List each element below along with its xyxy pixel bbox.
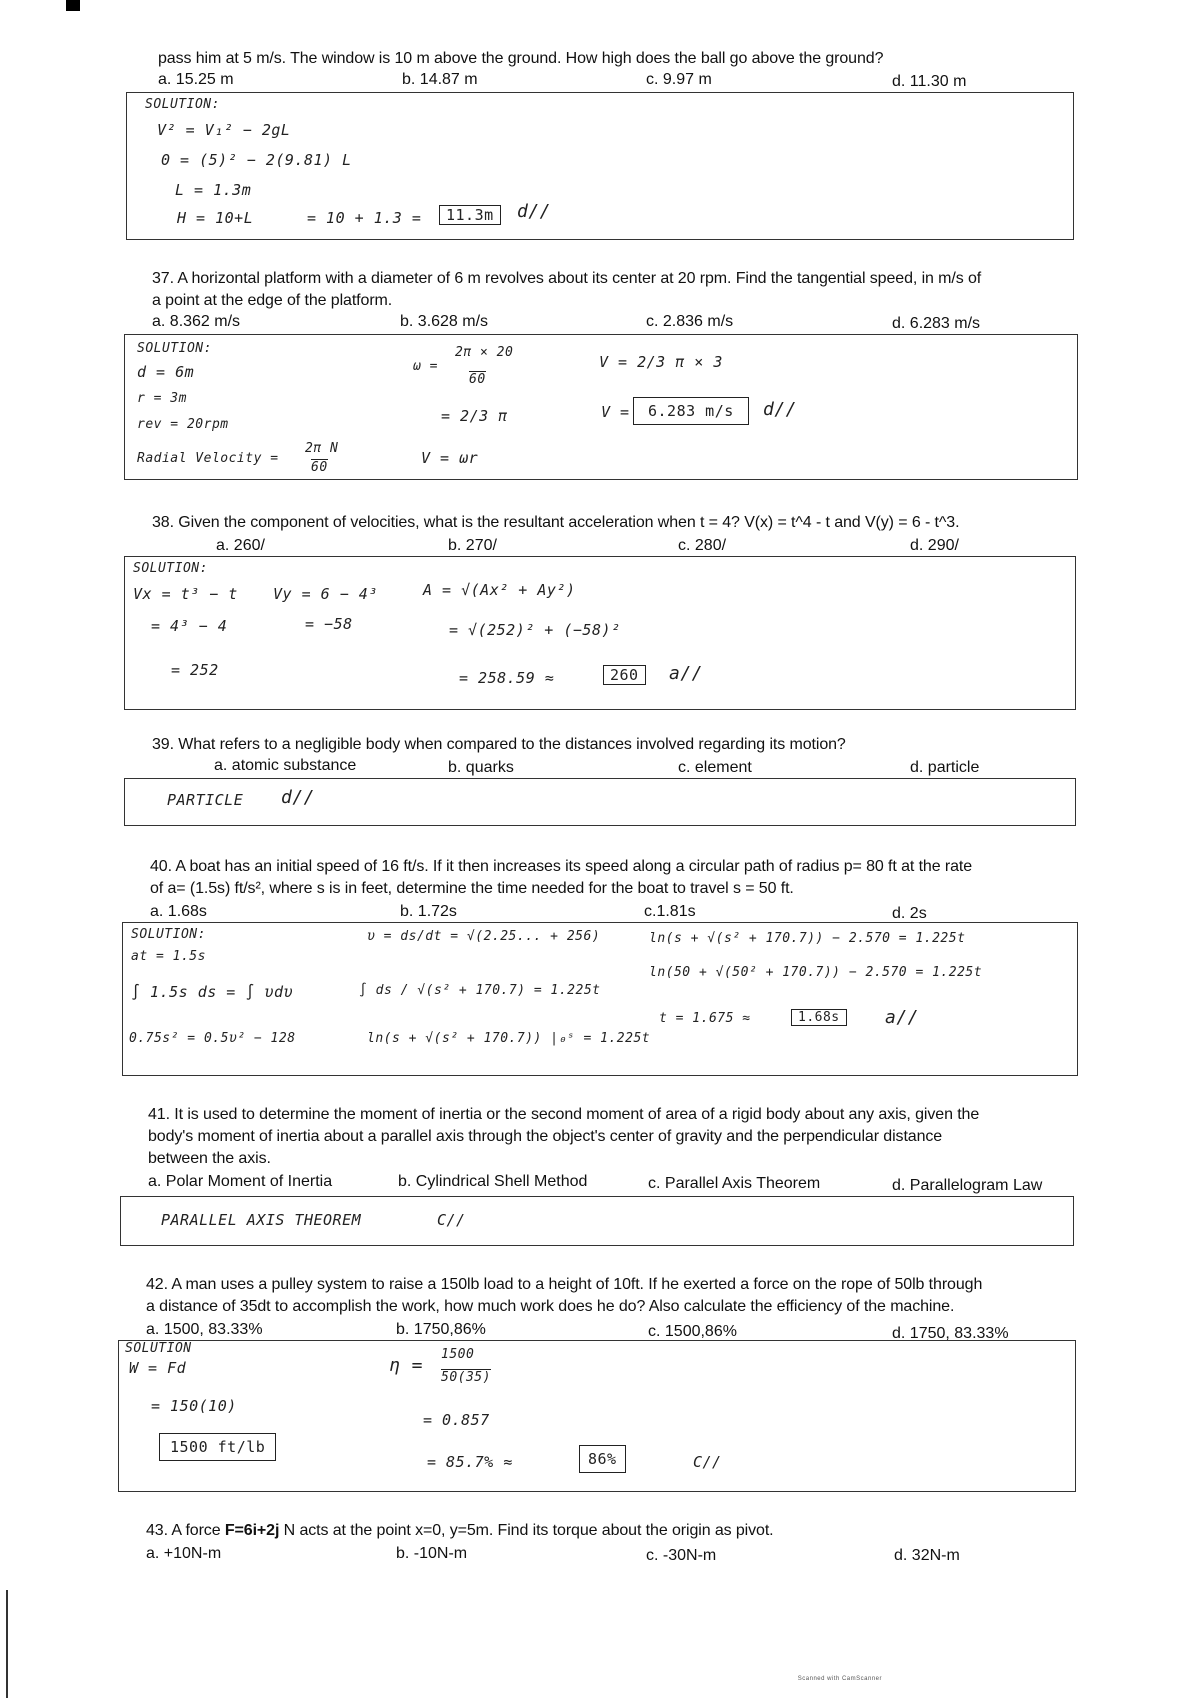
q37-sol-d: d = 6m	[137, 363, 195, 381]
q40-sol-at: at = 1.5s	[131, 949, 206, 964]
scan-corner-mark	[66, 0, 80, 11]
q37-sol-v1: V = 2/3 π × 3	[599, 353, 723, 371]
q38-sol-ay2: = −58	[305, 615, 353, 633]
q42-choice-c: c. 1500,86%	[648, 1323, 737, 1340]
q37-sol-w2: = 2/3 π	[441, 407, 508, 425]
q42-text-line1: 42. A man uses a pulley system to raise a 150lb load to a height of 10ft. If he exerted a force on the rope of 50lb through	[146, 1276, 983, 1293]
q36-choice-c: c. 9.97 m	[646, 71, 712, 88]
q40-choice-c: c.1.81s	[644, 903, 696, 920]
q38-text: 38. Given the component of velocities, what is the resultant acceleration when t = 4? V(x) = t^4 - t and V(y) = 6 - t^3.	[152, 514, 960, 531]
q40-sol-eq1: 0.75s² = 0.5υ² − 128	[129, 1031, 296, 1046]
q42-text-line2: a distance of 35dt to accomplish the work, how much work does he do? Also calculate the efficiency of the machine.	[146, 1298, 955, 1315]
q36-answer-tag: d//	[517, 201, 552, 222]
q37-text-line1: 37. A horizontal platform with a diameter of 6 m revolves about its center at 20 rpm. Find the tangential speed, in m/s of	[152, 270, 982, 287]
q38-sol-ay1: Vy = 6 − 4³	[273, 585, 378, 603]
q39-choice-a: a. atomic substance	[214, 757, 357, 774]
q40-sol-int2: ∫ ds / √(s² + 170.7) = 1.225t	[359, 983, 601, 998]
q36-solution-box	[126, 92, 1074, 240]
q42-answer2-box: 86%	[579, 1445, 626, 1473]
q38-sol-a3: = 258.59 ≈	[459, 669, 555, 687]
q37-sol-frac1-num: 2π N	[305, 441, 339, 456]
q41-choice-b: b. Cylindrical Shell Method	[398, 1173, 588, 1190]
q37-sol-frac1-den: 60	[311, 460, 328, 475]
q41-solution-box	[120, 1196, 1074, 1246]
q36-sol-line4a: H = 10+L	[177, 209, 254, 227]
q41-answer: PARALLEL AXIS THEOREM	[161, 1211, 362, 1229]
q36-sol-line3: L = 1.3m	[175, 181, 252, 199]
q38-answer-tag: a//	[669, 663, 704, 684]
q38-answer-box: 260	[603, 665, 646, 685]
q38-choice-a: a. 260/	[216, 537, 265, 554]
q39-answer: PARTICLE	[167, 791, 244, 809]
q40-sol-ln1: ln(s + √(s² + 170.7)) |₀ˢ = 1.225t	[367, 1031, 651, 1046]
q36-choice-a: a. 15.25 m	[158, 71, 234, 88]
q37-choice-d: d. 6.283 m/s	[892, 315, 981, 332]
q36-sol-line4b: = 10 + 1.3 =	[307, 209, 422, 227]
q42-sol-eta-num: 1500	[441, 1347, 475, 1362]
q37-sol-vwr: V = ωr	[421, 449, 479, 467]
q37-choice-c: c. 2.836 m/s	[646, 313, 734, 330]
q42-answer-tag: C//	[693, 1453, 722, 1471]
q40-text-line2: of a= (1.5s) ft/s², where s is in feet, determine the time needed for the boat to travel s = 50 ft.	[150, 880, 794, 897]
q43-choice-a: a. +10N-m	[146, 1545, 222, 1562]
q38-sol-ax1: Vx = t³ − t	[133, 585, 238, 603]
q38-sol-ax2: = 4³ − 4	[151, 617, 228, 635]
q38-solution-box	[124, 556, 1076, 710]
q37-sol-w-den: 60	[469, 372, 486, 387]
q42-solution-label: SOLUTION	[125, 1341, 192, 1356]
q40-sol-ln2: ln(s + √(s² + 170.7)) − 2.570 = 1.225t	[649, 931, 966, 946]
q37-choice-b: b. 3.628 m/s	[400, 313, 489, 330]
q36-choice-b: b. 14.87 m	[402, 71, 478, 88]
q39-choice-c: c. element	[678, 759, 752, 776]
q42-answer1-box: 1500 ft/lb	[159, 1433, 276, 1461]
q43-choice-c: c. -30N-m	[646, 1547, 717, 1564]
q40-sol-t: t = 1.675 ≈	[659, 1011, 751, 1026]
q36-sol-line2: 0 = (5)² − 2(9.81) L	[161, 151, 352, 169]
q42-sol-w1: W = Fd	[129, 1359, 187, 1377]
q38-solution-label: SOLUTION:	[133, 561, 208, 576]
q37-sol-radial: Radial Velocity =	[137, 451, 279, 466]
q43-choice-b: b. -10N-m	[396, 1545, 468, 1562]
q42-choice-a: a. 1500, 83.33%	[146, 1321, 263, 1338]
q42-sol-eta-den: 50(35)	[441, 1370, 491, 1385]
q42-solution-box	[118, 1340, 1076, 1492]
q38-sol-a2: = √(252)² + (−58)²	[449, 621, 621, 639]
q39-choice-b: b. quarks	[448, 759, 514, 776]
q42-sol-e1: = 0.857	[423, 1411, 490, 1429]
margin-line	[6, 1590, 8, 1698]
q41-choice-c: c. Parallel Axis Theorem	[648, 1175, 821, 1192]
q40-answer-box: 1.68s	[791, 1009, 847, 1026]
q38-choice-c: c. 280/	[678, 537, 727, 554]
q40-choice-b: b. 1.72s	[400, 903, 457, 920]
q40-choice-a: a. 1.68s	[150, 903, 207, 920]
q41-answer-tag: C//	[437, 1211, 466, 1229]
q38-choice-d: d. 290/	[910, 537, 959, 554]
q40-answer-tag: a//	[885, 1007, 920, 1028]
q40-solution-box	[122, 922, 1078, 1076]
q43-text-post: N acts at the point x=0, y=5m. Find its torque about the origin as pivot.	[279, 1522, 774, 1539]
q39-choice-d: d. particle	[910, 759, 980, 776]
q39-answer-tag: d//	[281, 787, 316, 808]
q43-text-pre: 43. A force	[146, 1522, 225, 1539]
q43-force-vector: F=6i+2j	[224, 1522, 280, 1539]
q37-sol-r: r = 3m	[137, 391, 187, 406]
q42-sol-eta: η =	[389, 1355, 424, 1376]
q40-sol-ln3: ln(50 + √(50² + 170.7)) − 2.570 = 1.225t	[649, 965, 983, 980]
q39-text: 39. What refers to a negligible body when compared to the distances involved regarding its motion?	[152, 736, 846, 753]
q41-text-line1: 41. It is used to determine the moment of inertia or the second moment of area of a rigid body about any axis, given the	[148, 1106, 980, 1123]
scanner-watermark: Scanned with CamScanner	[797, 1676, 882, 1682]
q41-choice-a: a. Polar Moment of Inertia	[148, 1173, 333, 1190]
q36-solution-label: SOLUTION:	[145, 97, 220, 112]
q37-sol-rev: rev = 20rpm	[137, 417, 229, 432]
q43-choice-d: d. 32N-m	[894, 1547, 960, 1564]
q42-sol-w2: = 150(10)	[151, 1397, 237, 1415]
q38-sol-ax3: = 252	[171, 661, 219, 679]
q38-sol-a1: A = √(Ax² + Ay²)	[423, 581, 576, 599]
q37-solution-box	[124, 334, 1078, 480]
q37-answer-tag: d//	[763, 399, 798, 420]
q42-sol-e2: = 85.7% ≈	[427, 1453, 513, 1471]
q40-choice-d: d. 2s	[892, 905, 927, 922]
q41-choice-d: d. Parallelogram Law	[892, 1177, 1043, 1194]
q36-choice-d: d. 11.30 m	[892, 73, 967, 90]
q41-text-line3: between the axis.	[148, 1150, 271, 1167]
q42-choice-d: d. 1750, 83.33%	[892, 1325, 1009, 1342]
q37-sol-w-num: 2π × 20	[455, 345, 514, 360]
q40-sol-int1: ∫ 1.5s ds = ∫ υdυ	[131, 983, 294, 1001]
q39-solution-box	[124, 778, 1076, 826]
q40-text-line1: 40. A boat has an initial speed of 16 ft/s. If it then increases its speed along a circular path of radius p= 80 ft at the rate	[150, 858, 973, 875]
q36-text: pass him at 5 m/s. The window is 10 m above the ground. How high does the ball go above the ground?	[158, 50, 884, 67]
q36-sol-line1: V² = V₁² − 2gL	[157, 121, 291, 139]
q37-answer-box: 6.283 m/s	[633, 397, 749, 425]
q41-text-line2: body's moment of inertia about a parallel axis through the object's center of gravity and the perpendicular distance	[148, 1128, 943, 1145]
q37-sol-w: ω =	[413, 359, 438, 374]
q40-solution-label: SOLUTION:	[131, 927, 206, 942]
q36-answer-box: 11.3m	[439, 205, 501, 225]
q37-sol-v2: V =	[601, 403, 630, 421]
q37-text-line2: a point at the edge of the platform.	[152, 292, 393, 309]
q40-sol-v1: υ = ds/dt = √(2.25... + 256)	[367, 929, 601, 944]
q38-choice-b: b. 270/	[448, 537, 497, 554]
q37-choice-a: a. 8.362 m/s	[152, 313, 241, 330]
q43-text	[146, 1520, 774, 1542]
q42-choice-b: b. 1750,86%	[396, 1321, 486, 1338]
q37-solution-label: SOLUTION:	[137, 341, 212, 356]
